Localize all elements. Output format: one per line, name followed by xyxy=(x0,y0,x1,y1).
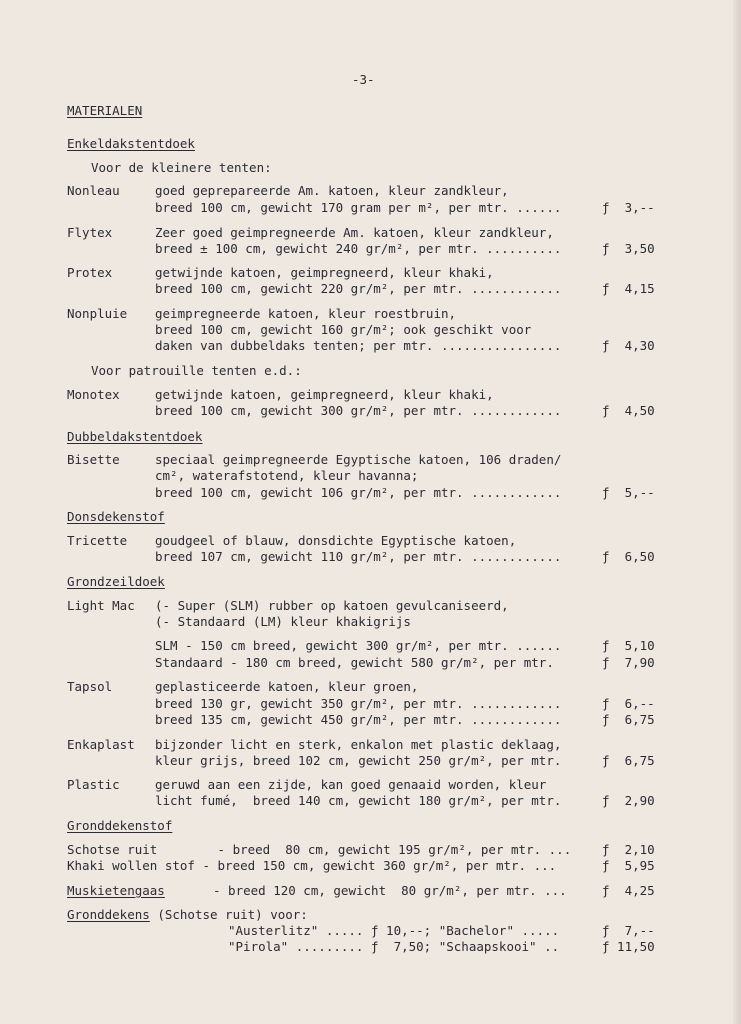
item-price: ƒ 6,-- xyxy=(602,696,655,711)
item-desc-line: (- Standaard (LM) kleur khakigrijs xyxy=(155,614,411,629)
section-intro: Voor de kleinere tenten: xyxy=(91,160,272,175)
item-desc-line: breed 100 cm, gewicht 220 gr/m², per mtr. ............ xyxy=(155,281,562,296)
gronddekens-heading xyxy=(67,907,308,923)
section-title-rest: (Schotse ruit) voor: xyxy=(149,907,308,922)
item-price: ƒ 4,15 xyxy=(602,281,655,296)
item-desc-line: SLM - 150 cm breed, gewicht 300 gr/m², per mtr. ...... xyxy=(155,638,562,653)
item-price: ƒ 4,25 xyxy=(602,883,655,898)
item-price: ƒ 6,50 xyxy=(602,549,655,564)
item-desc-line: geplasticeerde katoen, kleur groen, xyxy=(155,679,419,694)
item-name: Tapsol xyxy=(67,679,113,694)
section-intro: Voor patrouille tenten e.d.: xyxy=(91,363,302,378)
item-desc-line: breed 130 gr, gewicht 350 gr/m², per mtr. ............ xyxy=(155,696,562,711)
item-price: ƒ 5,95 xyxy=(602,858,655,873)
item-desc-line: geimpregneerde katoen, kleur roestbruin, xyxy=(155,306,457,321)
item-name: Bisette xyxy=(67,452,120,467)
item-name: Enkaplast xyxy=(67,737,135,752)
section-title-muskieten: Muskietengaas xyxy=(67,883,165,898)
item-desc-line: cm², waterafstotend, kleur havanna; xyxy=(155,468,419,483)
page-number: -3- xyxy=(352,72,375,87)
item-desc-line: (- Super (SLM) rubber op katoen gevulcaniseerd, xyxy=(155,598,509,613)
item-desc-line: goudgeel of blauw, donsdichte Egyptische katoen, xyxy=(155,533,517,548)
item-name: Plastic xyxy=(67,777,120,792)
item-desc-line: Standaard - 180 cm breed, gewicht 580 gr/m², per mtr. xyxy=(155,655,554,670)
row-text: - breed 120 cm, gewicht 80 gr/m², per mtr. ... xyxy=(213,883,567,898)
item-price: ƒ 6,75 xyxy=(602,712,655,727)
item-desc-line: geruwd aan een zijde, kan goed genaaid worden, kleur xyxy=(155,777,547,792)
item-desc-line: breed 100 cm, gewicht 106 gr/m², per mtr. ............ xyxy=(155,485,562,500)
page-edge xyxy=(733,0,741,1024)
section-title-grondekens: Gronddekens xyxy=(67,907,150,922)
item-name: Tricette xyxy=(67,533,128,548)
item-desc-line: breed 107 cm, gewicht 110 gr/m², per mtr. ............ xyxy=(155,549,562,564)
item-price: ƒ 5,10 xyxy=(602,638,655,653)
item-price: ƒ 4,50 xyxy=(602,403,655,418)
heading-materialen: MATERIALEN xyxy=(67,103,143,118)
item-desc-line: getwijnde katoen, geimpregneerd, kleur khaki, xyxy=(155,265,494,280)
item-name: Light Mac xyxy=(67,598,135,613)
item-desc-line: licht fumé, breed 140 cm, gewicht 180 gr/m², per mtr. xyxy=(155,793,562,808)
item-desc-line: bijzonder licht en sterk, enkalon met plastic deklaag, xyxy=(155,737,562,752)
section-title-donsdeken: Donsdekenstof xyxy=(67,509,165,524)
item-price: ƒ 5,-- xyxy=(602,485,655,500)
row-text: "Pirola" ......... ƒ 7,50; "Schaapskooi" .. xyxy=(228,939,560,954)
section-title-dubbeldak: Dubbeldakstentdoek xyxy=(67,429,203,444)
item-desc-line: getwijnde katoen, geimpregneerd, kleur khaki, xyxy=(155,387,494,402)
section-title-enkeldak: Enkeldakstentdoek xyxy=(67,136,195,151)
item-price: ƒ 7,90 xyxy=(602,655,655,670)
item-desc-line: speciaal geimpregneerde Egyptische katoen, 106 draden/ xyxy=(155,452,562,467)
item-desc-line: breed 135 cm, gewicht 450 gr/m², per mtr. ............ xyxy=(155,712,562,727)
item-price: ƒ 11,50 xyxy=(602,939,655,954)
item-price: ƒ 4,30 xyxy=(602,338,655,353)
section-title-gronddeken: Gronddekenstof xyxy=(67,818,173,833)
item-name: Nonpluie xyxy=(67,306,128,321)
item-name: Nonleau xyxy=(67,183,120,198)
item-name: Monotex xyxy=(67,387,120,402)
row-text: "Austerlitz" ..... ƒ 10,--; "Bachelor" ..... xyxy=(228,923,560,938)
item-name: Flytex xyxy=(67,225,113,240)
item-name: Protex xyxy=(67,265,113,280)
item-price: ƒ 6,75 xyxy=(602,753,655,768)
item-price: ƒ 2,10 xyxy=(602,842,655,857)
item-desc-line: daken van dubbeldaks tenten; per mtr. ................ xyxy=(155,338,562,353)
item-desc-line: goed geprepareerde Am. katoen, kleur zandkleur, xyxy=(155,183,509,198)
item-price: ƒ 3,50 xyxy=(602,241,655,256)
item-desc-line: kleur grijs, breed 102 cm, gewicht 250 gr/m², per mtr. xyxy=(155,753,562,768)
row-text: Khaki wollen stof - breed 150 cm, gewicht 360 gr/m², per mtr. ... xyxy=(67,858,557,873)
item-desc-line: breed 100 cm, gewicht 300 gr/m², per mtr. ............ xyxy=(155,403,562,418)
section-title-grondzeil: Grondzeildoek xyxy=(67,574,165,589)
row-text: Schotse ruit - breed 80 cm, gewicht 195 gr/m², per mtr. ... xyxy=(67,842,572,857)
item-desc-line: Zeer goed geimpregneerde Am. katoen, kleur zandkleur, xyxy=(155,225,554,240)
item-price: ƒ 2,90 xyxy=(602,793,655,808)
item-desc-line: breed 100 cm, gewicht 170 gram per m², per mtr. ...... xyxy=(155,200,562,215)
item-price: ƒ 3,-- xyxy=(602,200,655,215)
item-desc-line: breed ± 100 cm, gewicht 240 gr/m², per mtr. .......... xyxy=(155,241,562,256)
item-desc-line: breed 100 cm, gewicht 160 gr/m²; ook geschikt voor xyxy=(155,322,532,337)
item-price: ƒ 7,-- xyxy=(602,923,655,938)
